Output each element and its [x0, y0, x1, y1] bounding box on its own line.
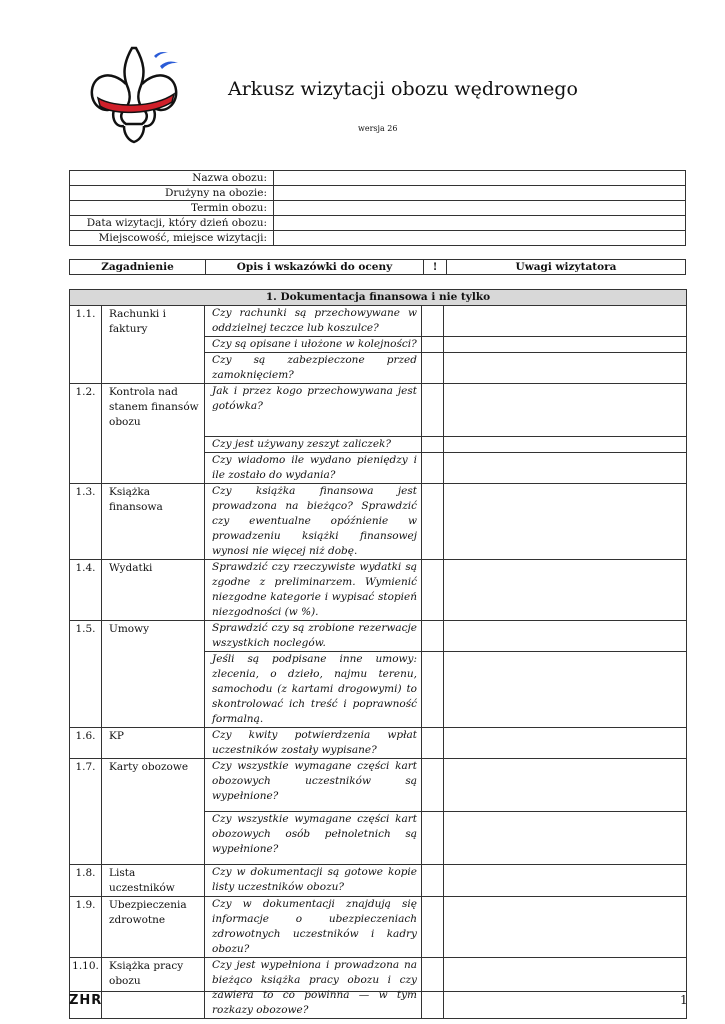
remarks-cell[interactable] [444, 306, 687, 337]
item-question: Czy jest wypełniona i prowadzona na bieżąco książka pracy obozu i czy zawiera to co powinna — w tym rozkazy obozowe? [205, 958, 422, 1019]
remarks-cell[interactable] [444, 384, 687, 437]
info-value-field[interactable] [274, 186, 686, 201]
table-row [70, 958, 687, 1019]
item-question: Czy są opisane i ułożone w kolejności? [205, 337, 422, 353]
remarks-cell[interactable] [444, 865, 687, 897]
column-header-flag: ! [424, 260, 447, 275]
item-question: Czy wszystkie wymagane części kart obozowych uczestników są wypełnione? [205, 759, 422, 812]
remarks-cell[interactable] [444, 353, 687, 384]
info-row [70, 171, 686, 186]
info-value-field[interactable] [274, 216, 686, 231]
fleur-de-lis-logo-icon [84, 44, 184, 144]
info-row [70, 216, 686, 231]
item-question: Sprawdzić czy są zrobione rezerwacje wszystkich noclegów. [205, 621, 422, 652]
item-question: Czy jest używany zeszyt zaliczek? [205, 437, 422, 453]
item-topic: Lista uczestników [102, 865, 205, 897]
flag-cell[interactable] [422, 560, 444, 621]
item-topic: Ubezpieczenia zdrowotne [102, 897, 205, 958]
table-row [70, 384, 687, 437]
info-label: Data wizytacji, który dzień obozu: [70, 216, 274, 231]
item-number: 1.6. [70, 728, 102, 759]
page-number: 1 [680, 993, 688, 1007]
remarks-cell[interactable] [444, 337, 687, 353]
table-row [70, 306, 687, 337]
item-number: 1.10. [70, 958, 102, 1019]
remarks-cell[interactable] [444, 560, 687, 621]
remarks-cell[interactable] [444, 728, 687, 759]
info-label: Termin obozu: [70, 201, 274, 216]
table-row [70, 897, 687, 958]
info-value-field[interactable] [274, 231, 686, 246]
item-topic: Książka finansowa [102, 484, 205, 560]
item-number: 1.9. [70, 897, 102, 958]
info-label: Miejscowość, miejsce wizytacji: [70, 231, 274, 246]
flag-cell[interactable] [422, 306, 444, 337]
item-question: Czy kwity potwierdzenia wpłat uczestników zostały wypisane? [205, 728, 422, 759]
table-row [70, 560, 687, 621]
flag-cell[interactable] [422, 353, 444, 384]
flag-cell[interactable] [422, 484, 444, 560]
column-header-description: Opis i wskazówki do oceny [206, 260, 424, 275]
column-header-remarks: Uwagi wizytatora [447, 260, 686, 275]
item-number: 1.1. [70, 306, 102, 384]
version-label: wersja 26 [358, 124, 398, 133]
item-topic: Książka pracy obozu [102, 958, 205, 1019]
item-question: Jak i przez kogo przechowywana jest gotówka? [205, 384, 422, 437]
remarks-cell[interactable] [444, 453, 687, 484]
info-label: Nazwa obozu: [70, 171, 274, 186]
flag-cell[interactable] [422, 437, 444, 453]
item-question: Jeśli są podpisane inne umowy: zlecenia, o dzieło, najmu terenu, samochodu (z kartami drogowymi) to skontrolować ich treść i poprawność formalną. [205, 652, 422, 728]
flag-cell[interactable] [422, 958, 444, 1019]
item-question: Czy wszystkie wymagane części kart obozowych osób pełnoletnich są wypełnione? [205, 812, 422, 865]
info-value-field[interactable] [274, 171, 686, 186]
footer-divider [69, 991, 686, 992]
table-row [70, 759, 687, 812]
item-topic: Karty obozowe [102, 759, 205, 865]
item-topic: KP [102, 728, 205, 759]
item-topic: Wydatki [102, 560, 205, 621]
item-question: Czy w dokumentacji znajdują się informacje o ubezpieczeniach zdrowotnych uczestników i kadry obozu? [205, 897, 422, 958]
item-number: 1.4. [70, 560, 102, 621]
table-row [70, 621, 687, 652]
flag-cell[interactable] [422, 384, 444, 437]
remarks-cell[interactable] [444, 759, 687, 812]
table-row [70, 865, 687, 897]
remarks-cell[interactable] [444, 484, 687, 560]
remarks-cell[interactable] [444, 437, 687, 453]
item-topic: Rachunki i faktury [102, 306, 205, 384]
flag-cell[interactable] [422, 453, 444, 484]
remarks-cell[interactable] [444, 621, 687, 652]
item-topic: Umowy [102, 621, 205, 728]
item-question: Czy w dokumentacji są gotowe kopie listy uczestników obozu? [205, 865, 422, 897]
item-number: 1.7. [70, 759, 102, 865]
item-question: Czy wiadomo ile wydano pieniędzy i ile zostało do wydania? [205, 453, 422, 484]
item-question: Czy rachunki są przechowywane w oddzielnej teczce lub koszulce? [205, 306, 422, 337]
flag-cell[interactable] [422, 759, 444, 812]
item-number: 1.2. [70, 384, 102, 484]
flag-cell[interactable] [422, 865, 444, 897]
column-header-table [69, 259, 686, 275]
info-label: Drużyny na obozie: [70, 186, 274, 201]
flag-cell[interactable] [422, 621, 444, 652]
info-row [70, 201, 686, 216]
item-question: Sprawdzić czy rzeczywiste wydatki są zgodne z preliminarzem. Wymienić niezgodne kategorie i wypisać stopień niezgodności (w %). [205, 560, 422, 621]
camp-info-table [69, 170, 686, 246]
item-topic: Kontrola nad stanem finansów obozu [102, 384, 205, 484]
info-row [70, 186, 686, 201]
table-row [70, 728, 687, 759]
remarks-cell[interactable] [444, 652, 687, 728]
zhr-logo: ZHR [69, 993, 103, 1008]
info-row [70, 231, 686, 246]
remarks-cell[interactable] [444, 958, 687, 1019]
flag-cell[interactable] [422, 652, 444, 728]
column-header-topic: Zagadnienie [70, 260, 206, 275]
remarks-cell[interactable] [444, 897, 687, 958]
section-header-row [70, 290, 687, 306]
flag-cell[interactable] [422, 337, 444, 353]
remarks-cell[interactable] [444, 812, 687, 865]
item-number: 1.3. [70, 484, 102, 560]
flag-cell[interactable] [422, 897, 444, 958]
inspection-table [69, 289, 687, 1019]
item-number: 1.5. [70, 621, 102, 728]
section-title: 1. Dokumentacja finansowa i nie tylko [70, 290, 687, 306]
item-number: 1.8. [70, 865, 102, 897]
flag-cell[interactable] [422, 812, 444, 865]
document-title: Arkusz wizytacji obozu wędrownego [228, 78, 578, 100]
info-value-field[interactable] [274, 201, 686, 216]
item-question: Czy są zabezpieczone przed zamoknięciem? [205, 353, 422, 384]
item-question: Czy książka finansowa jest prowadzona na bieżąco? Sprawdzić czy ewentualne opóźnienie w prowadzeniu książki finansowej wynosi nie więcej niż dobę. [205, 484, 422, 560]
table-row [70, 484, 687, 560]
flag-cell[interactable] [422, 728, 444, 759]
